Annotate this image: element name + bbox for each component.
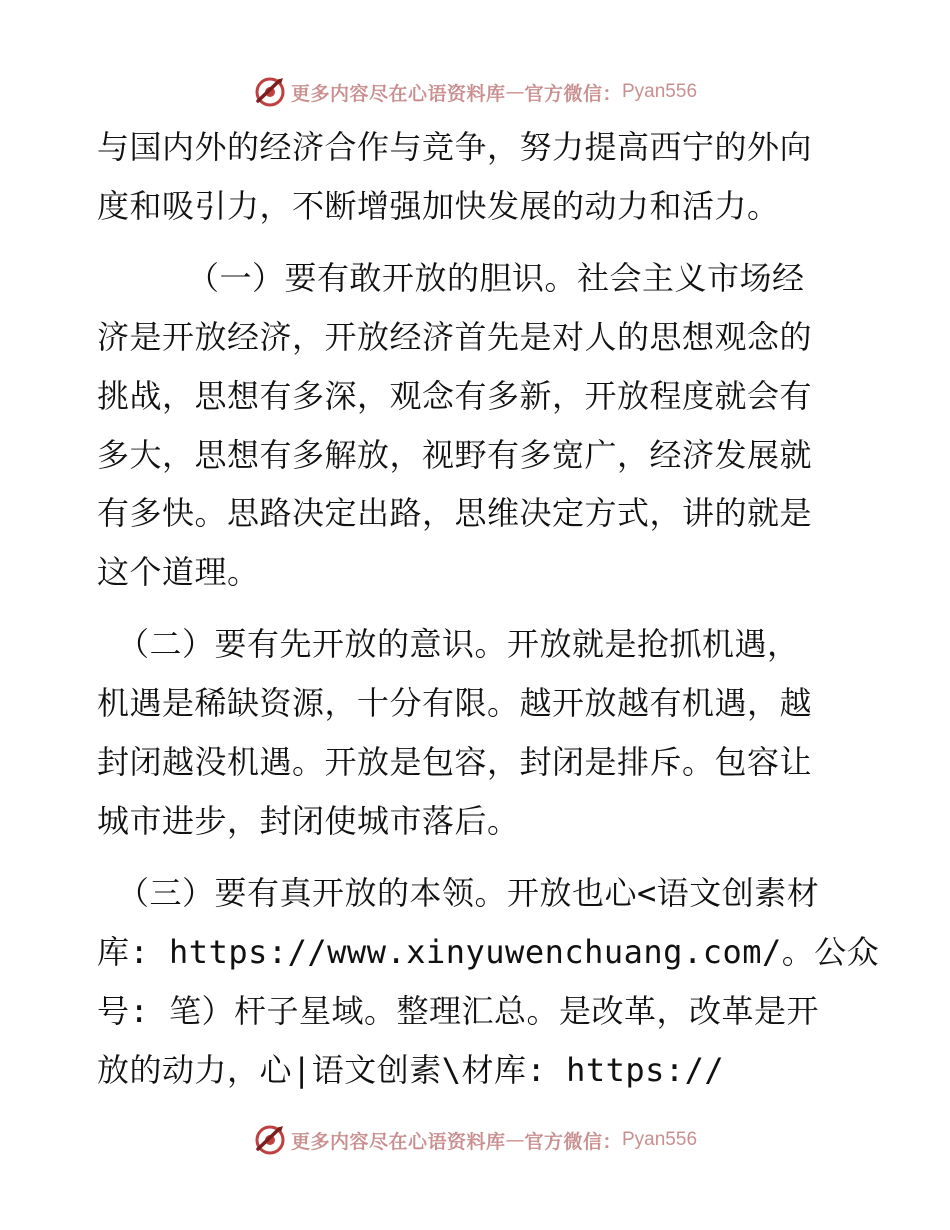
body-line-10: 机遇是稀缺资源，十分有限。越开放越有机遇，越	[97, 684, 813, 722]
body-line-15: 号: 笔）杆子星域。整理汇总。是改革，改革是开	[97, 992, 820, 1030]
body-line-1: 与国内外的经济合作与竞争，努力提高西宁的外向	[97, 128, 813, 166]
footer-separator: —	[505, 1129, 525, 1151]
body-line-3: （一）要有敢开放的胆识。社会主义市场经	[187, 259, 805, 297]
body-line-11: 封闭越没机遇。开放是包容，封闭是排斥。包容让	[97, 743, 813, 781]
body-line-9: （二）要有先开放的意识。开放就是抢抓机遇，	[117, 625, 800, 663]
header-contact-label: 官方微信：	[524, 82, 622, 105]
body-line-14: 库: https://www.xinyuwenchuang.com/。公众	[97, 933, 880, 971]
body-line-6: 多大，思想有多解放，视野有多宽广，经济发展就	[97, 436, 813, 474]
footer-watermark-text: 更多内容尽在心语资料库	[290, 1130, 506, 1153]
brand-logo-icon	[253, 75, 287, 109]
body-line-4: 济是开放经济，开放经济首先是对人的思想观念的	[97, 318, 813, 356]
body-line-2: 度和吸引力，不断增强加快发展的动力和活力。	[97, 187, 780, 225]
body-line-13: （三）要有真开放的本领。开放也心<语文创素材	[117, 874, 820, 912]
body-line-7: 有多快。思路决定出路，思维决定方式，讲的就是	[97, 494, 813, 532]
body-line-12: 城市进步，封闭使城市落后。	[97, 802, 520, 840]
header-contact-id: Pyan556	[622, 81, 698, 102]
footer-watermark	[0, 1120, 950, 1160]
body-line-5: 挑战，思想有多深，观念有多新，开放程度就会有	[97, 377, 813, 415]
body-line-16: 放的动力，心|语文创素\材库: https://	[97, 1051, 725, 1089]
footer-contact-id: Pyan556	[622, 1129, 698, 1150]
header-separator: —	[505, 81, 525, 103]
brand-logo-icon	[253, 1123, 287, 1157]
header-watermark	[0, 72, 950, 112]
header-watermark-text: 更多内容尽在心语资料库	[290, 82, 506, 105]
footer-contact-label: 官方微信：	[524, 1130, 622, 1153]
body-line-8: 这个道理。	[97, 553, 260, 591]
